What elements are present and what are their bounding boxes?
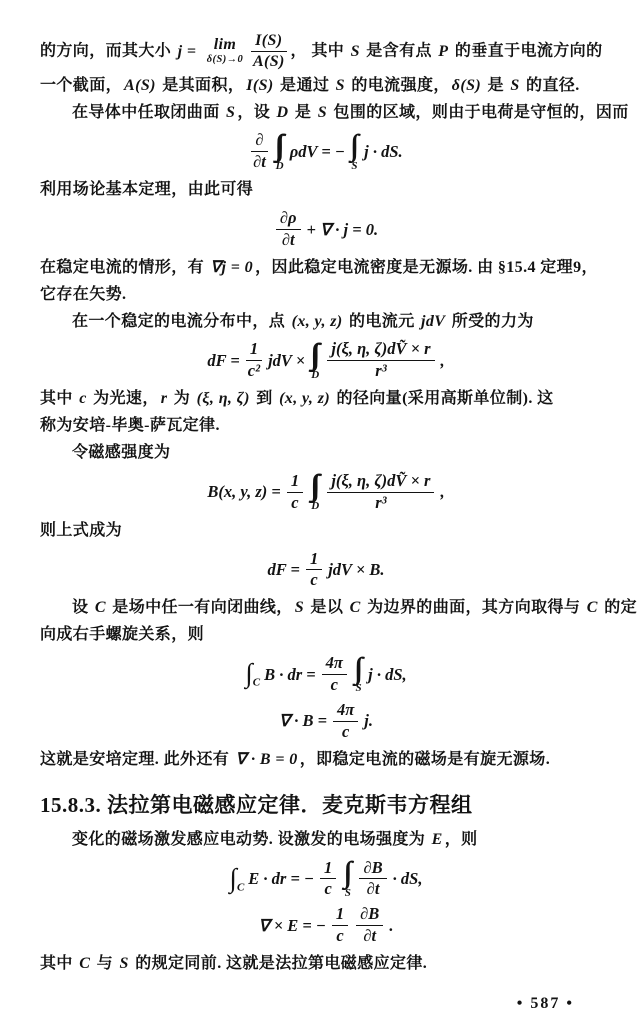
math-run: δ(S) bbox=[451, 76, 482, 94]
text-line bbox=[40, 748, 612, 773]
text-line bbox=[40, 441, 612, 466]
text-line bbox=[40, 623, 612, 648]
math-run: S bbox=[350, 42, 360, 60]
fraction bbox=[306, 550, 322, 591]
text-run: 一个截面， bbox=[40, 76, 123, 94]
fraction-numerator: 1 bbox=[287, 472, 303, 493]
text-run: 是含有点 bbox=[361, 42, 437, 60]
math-run: S bbox=[317, 103, 328, 121]
text-run: ，因此稳定电流密度是无源场. 由 §15.4 定理9， bbox=[255, 259, 598, 277]
math-run: C bbox=[79, 955, 91, 973]
math-run: ∇j = 0 bbox=[210, 259, 254, 277]
big-integral bbox=[343, 856, 352, 899]
math-run: + ∇ · j = 0. bbox=[306, 219, 379, 239]
limit bbox=[207, 37, 243, 66]
fraction-numerator: j(ξ, η, ζ)dṼ × r bbox=[327, 340, 434, 361]
fraction bbox=[251, 32, 286, 72]
math-run: A(S) bbox=[124, 76, 156, 94]
fraction-denominator: ∂t bbox=[281, 230, 295, 250]
text-run: 在导体中任取闭曲面 bbox=[72, 103, 225, 121]
text-run: 的直径. bbox=[521, 76, 580, 94]
math-run: · dS, bbox=[392, 868, 423, 888]
text-run: 是通过 bbox=[275, 76, 334, 94]
text-line bbox=[40, 283, 612, 308]
fraction bbox=[359, 859, 386, 900]
math-run: r bbox=[160, 390, 168, 408]
text-line bbox=[40, 596, 637, 621]
text-run: 是 bbox=[290, 103, 316, 121]
integral-subscript: S bbox=[351, 159, 358, 172]
integral-subscript: D bbox=[311, 368, 320, 381]
fraction-denominator: ∂t bbox=[366, 879, 380, 899]
integral-icon: ∫∫ bbox=[343, 856, 346, 890]
text-run: 的垂直于电流方向的 bbox=[450, 42, 603, 60]
math-run: . bbox=[389, 915, 394, 935]
fraction-numerator: j(ξ, η, ζ)dṼ × r bbox=[327, 472, 434, 493]
fraction bbox=[332, 905, 348, 946]
integral-subscript: D bbox=[275, 159, 284, 172]
math-run: S bbox=[294, 599, 305, 617]
math-run: jdV bbox=[421, 312, 446, 330]
math-run: S bbox=[510, 76, 520, 94]
math-run: dF = bbox=[207, 350, 240, 370]
math-run: j · dS, bbox=[368, 664, 407, 684]
fraction-denominator: c bbox=[324, 879, 332, 899]
text-run: 则上式成为 bbox=[40, 521, 123, 539]
text-run: ，设 bbox=[237, 103, 275, 121]
fraction-denominator: r³ bbox=[375, 361, 387, 381]
text-run: 为边界的曲面，其方向取得与 bbox=[362, 599, 585, 617]
fraction bbox=[276, 209, 301, 250]
fraction-numerator: 1 bbox=[320, 859, 336, 880]
math-run: E bbox=[431, 830, 443, 848]
math-run: ∇ × E = − bbox=[258, 915, 326, 935]
math-run: ∇ · B = 0 bbox=[235, 750, 298, 768]
equation bbox=[40, 701, 612, 742]
text-line bbox=[40, 310, 612, 335]
text-run: 称为安培-毕奥-萨瓦定律. bbox=[40, 417, 220, 435]
text-run: 的电流元 bbox=[344, 312, 420, 330]
text-run: 到 bbox=[251, 390, 278, 408]
fraction bbox=[246, 340, 262, 381]
equation bbox=[40, 469, 612, 513]
math-run: B(x, y, z) = bbox=[207, 482, 281, 502]
text-run: ， 其中 bbox=[290, 42, 349, 60]
math-run: D bbox=[276, 103, 289, 121]
math-run: jdV × B. bbox=[328, 559, 385, 579]
text-run: 的定 bbox=[599, 599, 637, 617]
integral-icon: ∫ bbox=[245, 658, 253, 689]
big-integral bbox=[274, 129, 285, 172]
fraction bbox=[287, 472, 303, 513]
math-run: jdV × bbox=[268, 350, 306, 370]
text-run: 设 bbox=[72, 599, 93, 617]
fraction-numerator: 1 bbox=[246, 340, 262, 361]
text-line bbox=[40, 74, 612, 99]
equation bbox=[40, 651, 612, 695]
text-line bbox=[40, 414, 612, 439]
integral-subscript: S bbox=[344, 886, 351, 899]
math-run: S bbox=[119, 955, 129, 973]
math-run: C bbox=[349, 599, 361, 617]
text-run: 其中 bbox=[40, 390, 78, 408]
math-run: c bbox=[79, 390, 87, 408]
big-integral bbox=[353, 651, 363, 695]
text-line bbox=[40, 387, 612, 412]
text-run: ，即稳定电流的磁场是有旋无源场. bbox=[299, 750, 551, 768]
fraction-denominator: c bbox=[310, 570, 318, 590]
fraction bbox=[322, 654, 347, 695]
fraction-numerator: ∂B bbox=[356, 905, 383, 926]
math-run: P bbox=[438, 42, 449, 60]
text-line bbox=[40, 828, 612, 853]
integral-icon: ∫∫ bbox=[349, 129, 352, 163]
contour-integral bbox=[229, 862, 245, 894]
text-line bbox=[40, 256, 612, 281]
fraction-numerator: ∂ bbox=[251, 131, 267, 152]
fraction-denominator: c bbox=[336, 926, 344, 946]
text-run: 利用场论基本定理，由此可得 bbox=[40, 181, 254, 199]
limit-subscript: δ(S)→0 bbox=[206, 54, 244, 66]
integral-icon: ∫∫ bbox=[353, 651, 356, 685]
math-run: (ξ, η, ζ) bbox=[196, 390, 250, 408]
text-line bbox=[40, 952, 612, 977]
equation bbox=[40, 905, 612, 946]
text-run: 它存在矢势. bbox=[40, 285, 127, 303]
fraction-denominator: r³ bbox=[375, 492, 387, 512]
fraction-numerator: 1 bbox=[306, 550, 322, 571]
fraction-denominator: A(S) bbox=[252, 53, 285, 71]
text-run: 的电流强度， bbox=[346, 76, 450, 94]
text-line bbox=[40, 32, 612, 72]
math-run: dF = bbox=[267, 559, 300, 579]
text-line bbox=[40, 101, 629, 126]
text-run: • 587 • bbox=[516, 995, 574, 1013]
text-run: ，则 bbox=[444, 830, 478, 848]
fraction-numerator: I(S) bbox=[251, 32, 286, 52]
math-run: (x, y, z) bbox=[279, 390, 331, 408]
text-run: 是 bbox=[483, 76, 509, 94]
math-run: , bbox=[440, 482, 445, 502]
text-run: 是其面积， bbox=[157, 76, 245, 94]
fraction bbox=[327, 472, 434, 513]
math-run: I(S) bbox=[246, 76, 274, 94]
limit-operator: lim bbox=[213, 36, 237, 54]
fraction bbox=[251, 131, 267, 172]
math-run: E · dr = − bbox=[248, 868, 314, 888]
integral-subscript: C bbox=[236, 881, 245, 894]
math-run: C bbox=[94, 599, 106, 617]
fraction-numerator: 4π bbox=[333, 701, 358, 722]
fraction-numerator: 4π bbox=[322, 654, 347, 675]
integral-subscript: C bbox=[252, 676, 261, 689]
math-run: C bbox=[586, 599, 598, 617]
fraction-denominator: c bbox=[330, 675, 338, 694]
text-run: 的径向量(采用高斯单位制). 这 bbox=[332, 390, 554, 408]
text-run: 为光速， bbox=[88, 390, 159, 408]
text-run: 在稳定电流的情形，有 bbox=[40, 259, 209, 277]
fraction-denominator: ∂t bbox=[363, 926, 377, 946]
fraction-denominator: c bbox=[341, 721, 350, 741]
text-run: 为 bbox=[169, 390, 195, 408]
fraction bbox=[333, 701, 358, 742]
text-run: 向成右手螺旋关系，则 bbox=[40, 626, 205, 644]
text-run: 变化的磁场激发感应电动势. 设激发的电场强度为 bbox=[72, 830, 430, 848]
math-run: j · dS. bbox=[364, 141, 403, 161]
text-run: 与 bbox=[92, 955, 118, 973]
fraction-numerator: ∂ρ bbox=[276, 209, 301, 230]
page-content bbox=[40, 32, 637, 1013]
equation bbox=[40, 340, 612, 381]
fraction-denominator: c bbox=[291, 492, 299, 512]
text-run: 是场中任一有向闭曲线， bbox=[107, 599, 293, 617]
math-run: ρdV = − bbox=[289, 141, 345, 161]
text-run: 所受的力为 bbox=[447, 312, 534, 330]
fraction-denominator: ∂t bbox=[253, 152, 266, 172]
equation bbox=[40, 550, 612, 591]
integral-icon: ∫∫∫ bbox=[274, 129, 278, 163]
math-run: ∇ · B = bbox=[279, 711, 327, 731]
math-run: , bbox=[440, 350, 445, 370]
math-run: j. bbox=[364, 711, 373, 731]
big-integral bbox=[310, 469, 320, 512]
math-run: (x, y, z) bbox=[291, 312, 343, 330]
fraction-denominator: c² bbox=[247, 361, 261, 381]
page-number bbox=[40, 995, 612, 1013]
math-run: B · dr = bbox=[264, 664, 316, 684]
text-run: 包围的区域，则由于电荷是守恒的，因而 bbox=[329, 103, 629, 121]
fraction-numerator: 1 bbox=[332, 905, 348, 926]
fraction-numerator: ∂B bbox=[359, 859, 386, 880]
text-run: 令磁感强度为 bbox=[72, 443, 171, 461]
text-line bbox=[40, 178, 612, 203]
text-run: 的方向，而其大小 bbox=[40, 42, 176, 60]
equation bbox=[40, 856, 612, 900]
equation bbox=[40, 209, 612, 250]
math-run: j = bbox=[177, 42, 201, 60]
section-heading bbox=[40, 789, 612, 819]
integral-subscript: D bbox=[311, 499, 320, 512]
text-run: 在一个稳定的电流分布中，点 bbox=[72, 312, 290, 330]
math-run: S bbox=[335, 76, 345, 94]
integral-icon: ∫∫∫ bbox=[310, 338, 314, 372]
text-run: 15.8.3. 法拉第电磁感应定律．麦克斯韦方程组 bbox=[40, 792, 473, 817]
integral-icon: ∫∫∫ bbox=[310, 469, 314, 503]
text-line bbox=[40, 519, 612, 544]
text-run: 其中 bbox=[40, 955, 78, 973]
fraction bbox=[327, 340, 434, 381]
contour-integral bbox=[245, 660, 260, 688]
integral-subscript: S bbox=[355, 682, 362, 695]
integral-icon: ∫ bbox=[229, 862, 237, 893]
fraction bbox=[356, 905, 383, 946]
fraction bbox=[320, 859, 336, 900]
big-integral bbox=[349, 129, 359, 172]
text-run: 这就是安培定理. 此外还有 bbox=[40, 750, 234, 768]
equation bbox=[40, 131, 612, 172]
text-run: 的规定同前. 这就是法拉第电磁感应定律. bbox=[130, 955, 428, 973]
math-run: S bbox=[226, 103, 236, 121]
text-run: 是以 bbox=[306, 599, 348, 617]
big-integral bbox=[310, 338, 320, 381]
